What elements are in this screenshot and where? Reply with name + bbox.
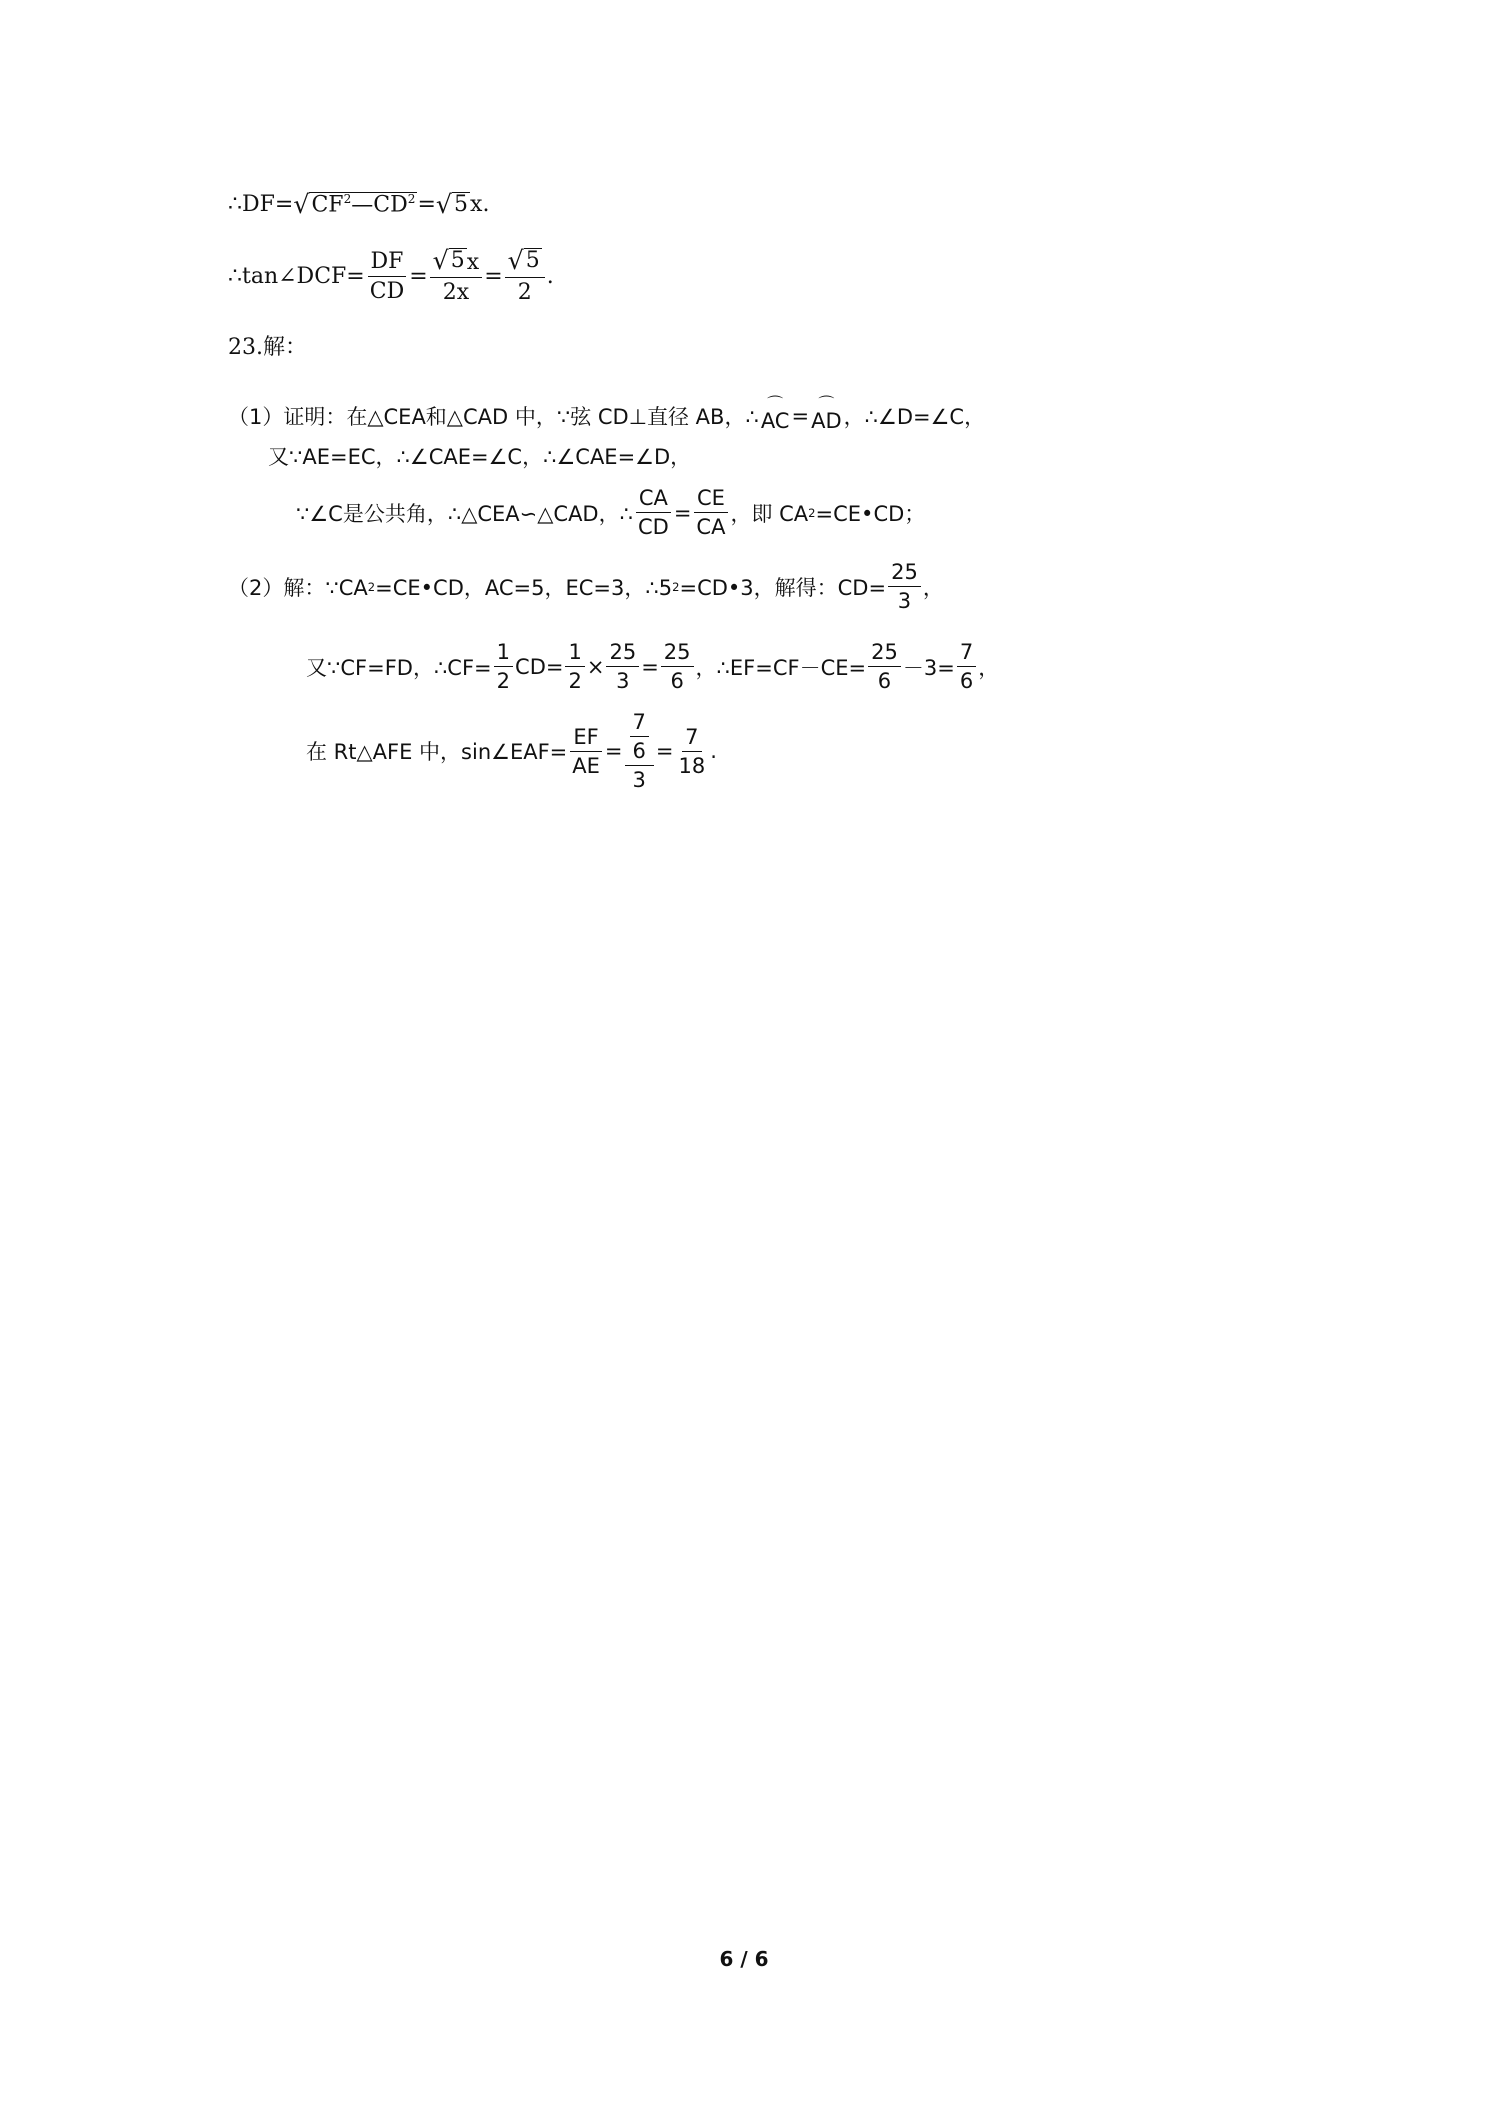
text: . [710,739,717,764]
denominator: 18 [678,753,706,778]
radical-sign: √ [293,190,310,220]
proof-line-1 [228,394,986,434]
text: x [466,250,480,275]
text: －3= [902,655,955,680]
text: （2）解：∵CA [228,575,368,600]
text: ，∴EF=CF－CE= [695,655,867,680]
fraction [693,486,728,539]
text: = [484,264,503,290]
numerator: 7 [682,725,701,752]
fraction [569,725,603,778]
proof-line-2 [268,441,691,471]
numerator: 1 [565,640,584,667]
numerator [505,248,545,278]
fraction [635,486,672,539]
text: （1）证明：在△CEA和△CAD 中，∵弦 CD⊥直径 AB，∴ [228,404,759,429]
radicand: 5 [450,248,465,274]
text: = [641,654,659,679]
text: 23.解： [228,335,307,360]
denominator: AE [572,753,600,778]
text: —CD [351,192,408,218]
fraction [888,560,921,613]
denominator: 3 [897,589,912,614]
sqrt-expression [433,248,467,273]
radical-sign: √ [507,246,524,275]
text: CF [311,192,344,218]
fraction [868,640,901,693]
numerator: CA [636,486,671,513]
numerator: 7 [957,640,976,667]
numerator: CE [694,486,728,513]
text: CD= [515,654,564,679]
denominator: 3 [632,768,646,793]
compound-fraction [625,710,654,792]
text: ， [978,655,1000,680]
page-number: 6 / 6 [719,1947,769,1971]
numerator: 25 [888,560,921,587]
sqrt-expression [435,190,470,220]
line-df-formula [228,192,489,218]
text: ∵∠C是公共角，∴△CEA∽△CAD，∴ [296,501,633,526]
radicand: 5 [525,248,540,274]
arc-symbol: ⌒ [818,394,835,413]
sqrt-expression [508,248,542,273]
denominator: 6 [877,669,892,694]
text: = [791,403,810,428]
text: =CE•CD； [815,501,926,526]
fraction [494,640,513,693]
exponent: 2 [343,192,352,206]
text: 又∵CF=FD，∴CF= [306,655,492,680]
numerator: 25 [868,640,901,667]
arc-ac [760,394,790,434]
solution-line-2 [306,640,999,693]
numerator [430,248,483,278]
denominator: 6 [632,739,646,764]
solution-line-1 [228,560,944,613]
text: ，即 CA [730,501,809,526]
fraction [505,248,545,306]
text: = [655,739,674,764]
denominator: 3 [616,669,630,694]
text: =CD•3，解得：CD= [679,575,887,600]
text: ∴DF= [228,192,294,218]
proof-line-3 [296,486,925,539]
denominator: CA [696,515,726,540]
denominator: 2 [568,669,582,694]
denominator: 6 [670,669,684,694]
radical-sign: √ [432,246,449,275]
arc-symbol: ⌒ [767,394,784,413]
numerator [625,710,654,766]
exponent: 2 [808,505,816,520]
numerator: 7 [630,710,649,737]
text: =CE•CD，AC=5，EC=3，∴5 [375,575,673,600]
fraction [606,640,639,693]
denominator: 2x [442,280,470,306]
text: = [604,739,623,764]
text: = [417,192,436,218]
denominator: 6 [959,669,974,694]
text: ， [922,575,944,600]
text: = [409,264,428,290]
text: ∴tan∠DCF= [228,264,365,290]
radicand: 5 [454,192,469,218]
denominator: CD [637,515,669,540]
text: ，∴∠D=∠C， [843,404,986,429]
denominator: 2 [517,280,532,306]
arc-label: AD [811,409,842,434]
numerator: DF [368,249,407,277]
numerator: EF [570,725,601,752]
exponent: 2 [672,579,680,594]
exponent: 2 [367,579,376,594]
fraction [676,725,709,778]
fraction [661,640,694,693]
line-tan-formula [228,248,554,306]
fraction [630,710,649,763]
arc-ad [811,394,842,434]
arc-label: AC [760,409,790,434]
text: × [586,654,605,679]
text: . [546,264,554,290]
exponent: 2 [407,192,416,206]
question-heading [228,330,307,361]
numerator: 25 [661,640,694,667]
radical-sign: √ [435,190,453,220]
numerator: 1 [494,640,513,667]
numerator: 25 [606,640,639,667]
radicand [309,192,417,218]
solution-line-3 [306,710,717,792]
denominator: 2 [496,669,511,694]
sqrt-expression [293,192,417,218]
text: 又∵AE=EC，∴∠CAE=∠C，∴∠CAE=∠D， [268,445,692,469]
fraction [430,248,483,306]
fraction [565,640,584,693]
text: x. [470,192,490,218]
text: = [673,500,692,525]
fraction [957,640,976,693]
text: 在 Rt△AFE 中，sin∠EAF= [306,740,568,765]
denominator: CD [369,279,405,305]
fraction [367,249,407,305]
